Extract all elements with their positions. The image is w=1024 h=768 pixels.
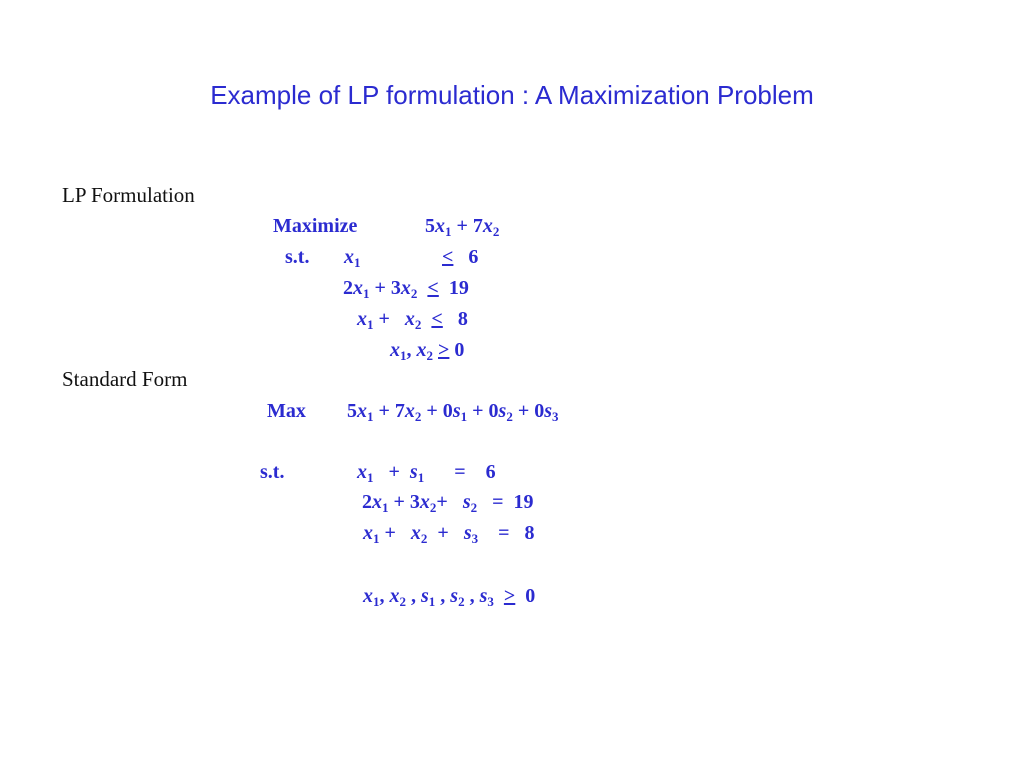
lp-constraint-1: $x_1$ [344,246,361,270]
standard-form-heading: Standard Form [62,367,188,391]
lp-maximize-label: Maximize [273,215,358,237]
lp-constraint-1-rhs: < 6 [442,246,479,268]
lp-constraint-2: $2x_1 + 3x_2 < 19$ [343,277,469,301]
std-st-label: s.t. [260,461,285,483]
lp-nonnegativity: $x_1$, $x_2 > 0$ [390,339,465,363]
lp-formulation-heading: LP Formulation [62,183,195,207]
std-constraint-1: $x_1 + s_1$ = 6 [357,461,496,485]
std-constraint-3: $x_1 + x_2 + s_3$ = 8 [363,522,535,546]
std-objective: $5x_1 + 7x_2 + 0s_1 + 0s_2 + 0s_3$ [347,400,559,424]
lp-constraint-3: $x_1 + x_2 < 8$ [357,308,468,332]
lp-objective: $5x_1 + 7x_2$ [425,215,500,239]
std-nonnegativity: $x_1$, $x_2$ , $s_1$ , $s_2$ , $s_3 > 0$ [363,585,536,609]
slide-title: Example of LP formulation : A Maximization Problem [210,80,814,110]
std-max-label: Max [267,400,306,422]
std-constraint-2: $2x_1 + 3x_2+ s_2 = 19$ [362,491,534,515]
lp-st-label: s.t. [285,246,310,268]
